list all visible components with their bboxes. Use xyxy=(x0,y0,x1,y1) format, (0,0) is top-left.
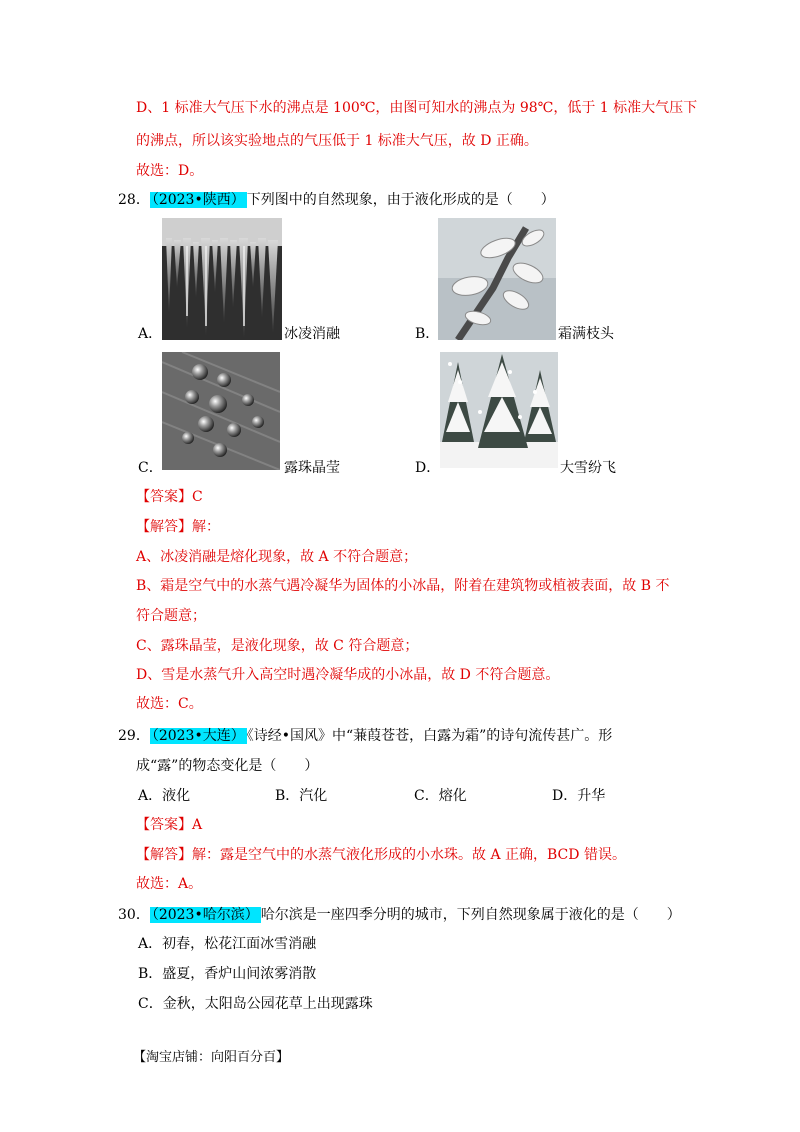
q28-analysis-line: C、露珠晶莹，是液化现象，故 C 符合题意； xyxy=(136,638,419,654)
icicles-photo xyxy=(162,218,282,340)
q27-choice: 故选：D。 xyxy=(136,163,204,179)
q28-option-d-letter: D． xyxy=(415,460,441,476)
q28-choice: 故选：C。 xyxy=(136,696,203,712)
q28-answer-label: 【答案】 xyxy=(136,489,192,505)
q28-analysis-line: 符合题意； xyxy=(136,608,206,624)
q29-stem-line1 xyxy=(118,726,612,746)
q28-analysis-heading xyxy=(136,517,220,537)
q28-analysis-line: D、雪是水蒸气升入高空时遇冷凝华成的小冰晶，故 D 不符合题意。 xyxy=(136,667,560,683)
q28-option-b-caption: 霜满枝头 xyxy=(558,326,614,342)
q28-option-c-caption: 露珠晶莹 xyxy=(284,460,340,476)
q29-option-b: B．汽化 xyxy=(275,788,328,804)
q28-option-c-letter: C． xyxy=(138,460,163,476)
q30-stem-line xyxy=(118,905,681,925)
snowy-trees-photo xyxy=(440,352,558,468)
q28-analysis-line: A、冰凌消融是熔化现象，故 A 不符合题意； xyxy=(136,549,418,565)
q27-analysis-line-d2: 的沸点，所以该实验地点的气压低于 1 标准大气压，故 D 正确。 xyxy=(136,133,538,149)
q28-stem-line xyxy=(118,190,555,210)
q29-source-tag: （2023•大连） xyxy=(151,728,245,744)
q28-answer xyxy=(136,487,203,507)
q30-stem: 哈尔滨是一座四季分明的城市，下列自然现象属于液化的是（ ） xyxy=(260,907,681,923)
q30-source-tag: （2023•哈尔滨） xyxy=(151,907,259,923)
q28-source-tag: （2023•陕西） xyxy=(151,192,245,208)
frost-branch-photo xyxy=(438,218,556,340)
q27-analysis-line-d1: D、1 标准大气压下水的沸点是 100℃，由图可知水的沸点为 98℃，低于 1 标准大气压下 xyxy=(136,100,698,116)
q30-option-b: B．盛夏，香炉山间浓雾消散 xyxy=(138,966,317,982)
q28-option-d-caption: 大雪纷飞 xyxy=(560,460,616,476)
q28-number: 28． xyxy=(118,192,150,208)
q29-number: 29． xyxy=(118,728,150,744)
q29-option-c: C．熔化 xyxy=(414,788,467,804)
q29-choice: 故选：A。 xyxy=(136,876,203,892)
q29-answer xyxy=(136,815,202,835)
q29-analysis-text: 解：露是空气中的水蒸气液化形成的小水珠。故 A 正确，BCD 错误。 xyxy=(192,847,626,863)
q29-analysis xyxy=(136,845,626,865)
q30-option-a: A．初春，松花江面冰雪消融 xyxy=(138,936,317,952)
q28-analysis-line: B、霜是空气中的水蒸气遇冷凝华为固体的小冰晶，附着在建筑物或植被表面，故 B 不 xyxy=(136,578,670,594)
q29-answer-value: A xyxy=(192,817,203,833)
q28-answer-value: C xyxy=(192,489,203,505)
q28-option-a-caption: 冰凌消融 xyxy=(284,326,340,342)
q29-option-a: A．液化 xyxy=(138,788,191,804)
q29-analysis-label: 【解答】 xyxy=(136,847,192,863)
q30-number: 30． xyxy=(118,907,150,923)
q28-analysis-intro: 解： xyxy=(192,519,220,535)
q29-stem1: 《诗经•国风》中“蒹葭苍苍，白露为霜”的诗句流传甚广。形 xyxy=(246,728,613,744)
q28-option-a-letter: A． xyxy=(138,326,163,342)
q29-answer-label: 【答案】 xyxy=(136,817,192,833)
q29-stem-line2: 成“露”的物态变化是（ ） xyxy=(136,758,319,774)
footer-shop-note: 【淘宝店铺：向阳百分百】 xyxy=(133,1050,290,1065)
q28-option-b-letter: B． xyxy=(415,326,440,342)
q28-analysis-label: 【解答】 xyxy=(136,519,192,535)
q30-option-c: C．金秋，太阳岛公园花草上出现露珠 xyxy=(138,996,373,1012)
dewdrops-photo xyxy=(162,352,280,470)
q29-option-d: D．升华 xyxy=(552,788,606,804)
q28-stem: 下列图中的自然现象，由于液化形成的是（ ） xyxy=(246,192,555,208)
